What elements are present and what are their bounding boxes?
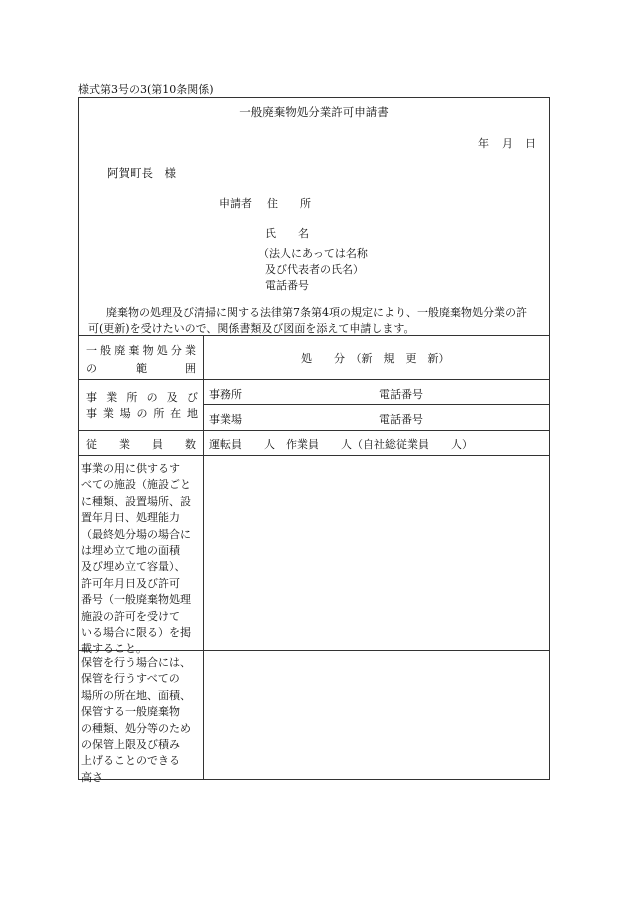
facilities-label-line: は埋め立て地の面積	[81, 544, 180, 558]
facilities-label-line: 事業の用に供するす	[81, 462, 180, 475]
addressee: 阿賀町長 様	[107, 166, 176, 180]
facilities-label-line: 施設の許可を受けて	[81, 609, 180, 623]
facilities-label-line: 及び埋め立て容量）、	[81, 560, 186, 574]
scope-value: 処 分 （新 規 更 新）	[301, 352, 450, 365]
facilities-label-line: 載すること。	[81, 642, 147, 656]
storage-label-line: の保管上限及び積み	[81, 738, 180, 752]
employees-value: 運転員 人 作業員 人（自社総従業員 人）	[209, 438, 473, 451]
storage-label-line: 保管を行うすべての	[81, 672, 180, 686]
facilities-label-line: 番号（一般廃棄物処理	[81, 593, 191, 607]
applicant-phone-label: 電話番号	[265, 279, 309, 292]
facilities-label-line: 許可年月日及び許可	[81, 576, 180, 590]
site-phone-label: 電話番号	[379, 413, 423, 426]
storage-label-line: 保管する一般廃棄物	[81, 705, 180, 719]
date-day-label: 日	[525, 137, 536, 150]
storage-entry-area[interactable]	[205, 652, 548, 778]
corp-note-line2: 及び代表者の氏名）	[265, 263, 364, 276]
facilities-entry-area[interactable]	[205, 457, 548, 648]
row-divider-scope	[78, 379, 550, 380]
office-label: 事務所	[209, 388, 242, 401]
location-label-line2: 事業場の所在地	[86, 407, 198, 420]
row-divider-employees	[78, 455, 550, 456]
form-title: 一般廃棄物処分業許可申請書	[239, 105, 389, 119]
name-label: 氏 名	[265, 227, 309, 240]
scope-label-no: の	[86, 362, 97, 375]
facilities-label	[81, 461, 199, 658]
facilities-label-line: に種類、設置場所、設	[81, 494, 191, 508]
office-phone-label: 電話番号	[379, 388, 423, 401]
location-label-line1: 事業所の及び	[86, 391, 198, 404]
applicant-label: 申請者	[219, 197, 252, 210]
facilities-label-line: べての施設（施設ごと	[81, 478, 191, 492]
date-month-label: 月	[502, 137, 513, 150]
statement-line-2: 可(更新)を受けたいので、関係書類及び図面を添えて申請します。	[88, 322, 415, 335]
employees-label: 従業員数	[86, 438, 196, 451]
corp-note-line1: （法人にあっては名称	[258, 247, 368, 260]
facilities-label-line: 置年月日、処理能力	[81, 511, 180, 525]
row-divider-location	[78, 430, 550, 431]
scope-label-line1: 一般廃棄物処分業	[86, 344, 196, 357]
storage-label	[81, 655, 199, 786]
row-divider-office	[203, 404, 550, 405]
storage-label-line: の種類、処分等のため	[81, 721, 191, 735]
application-statement	[88, 305, 545, 337]
storage-label-line: 保管を行う場合には、	[81, 656, 191, 669]
address-label: 住 所	[267, 197, 311, 210]
statement-line-1: 廃棄物の処理及び清掃に関する法律第7条第4項の規定により、一般廃棄物処分業の許	[106, 306, 527, 319]
date-year-label: 年	[478, 137, 489, 150]
form-number: 様式第3号の3(第10条関係)	[78, 83, 214, 96]
column-divider	[203, 335, 204, 780]
facilities-label-line: （最終処分場の場合に	[81, 527, 191, 541]
scope-label-han: 範	[136, 362, 147, 375]
storage-label-line: 高さ	[81, 770, 103, 784]
facilities-label-line: いる場合に限る）を掲	[81, 626, 191, 640]
storage-label-line: 場所の所在地、面積、	[81, 688, 191, 702]
scope-label-i: 囲	[185, 362, 196, 375]
storage-label-line: 上げることのできる	[81, 754, 180, 768]
table-top-border	[78, 335, 550, 336]
site-label: 事業場	[209, 413, 242, 426]
